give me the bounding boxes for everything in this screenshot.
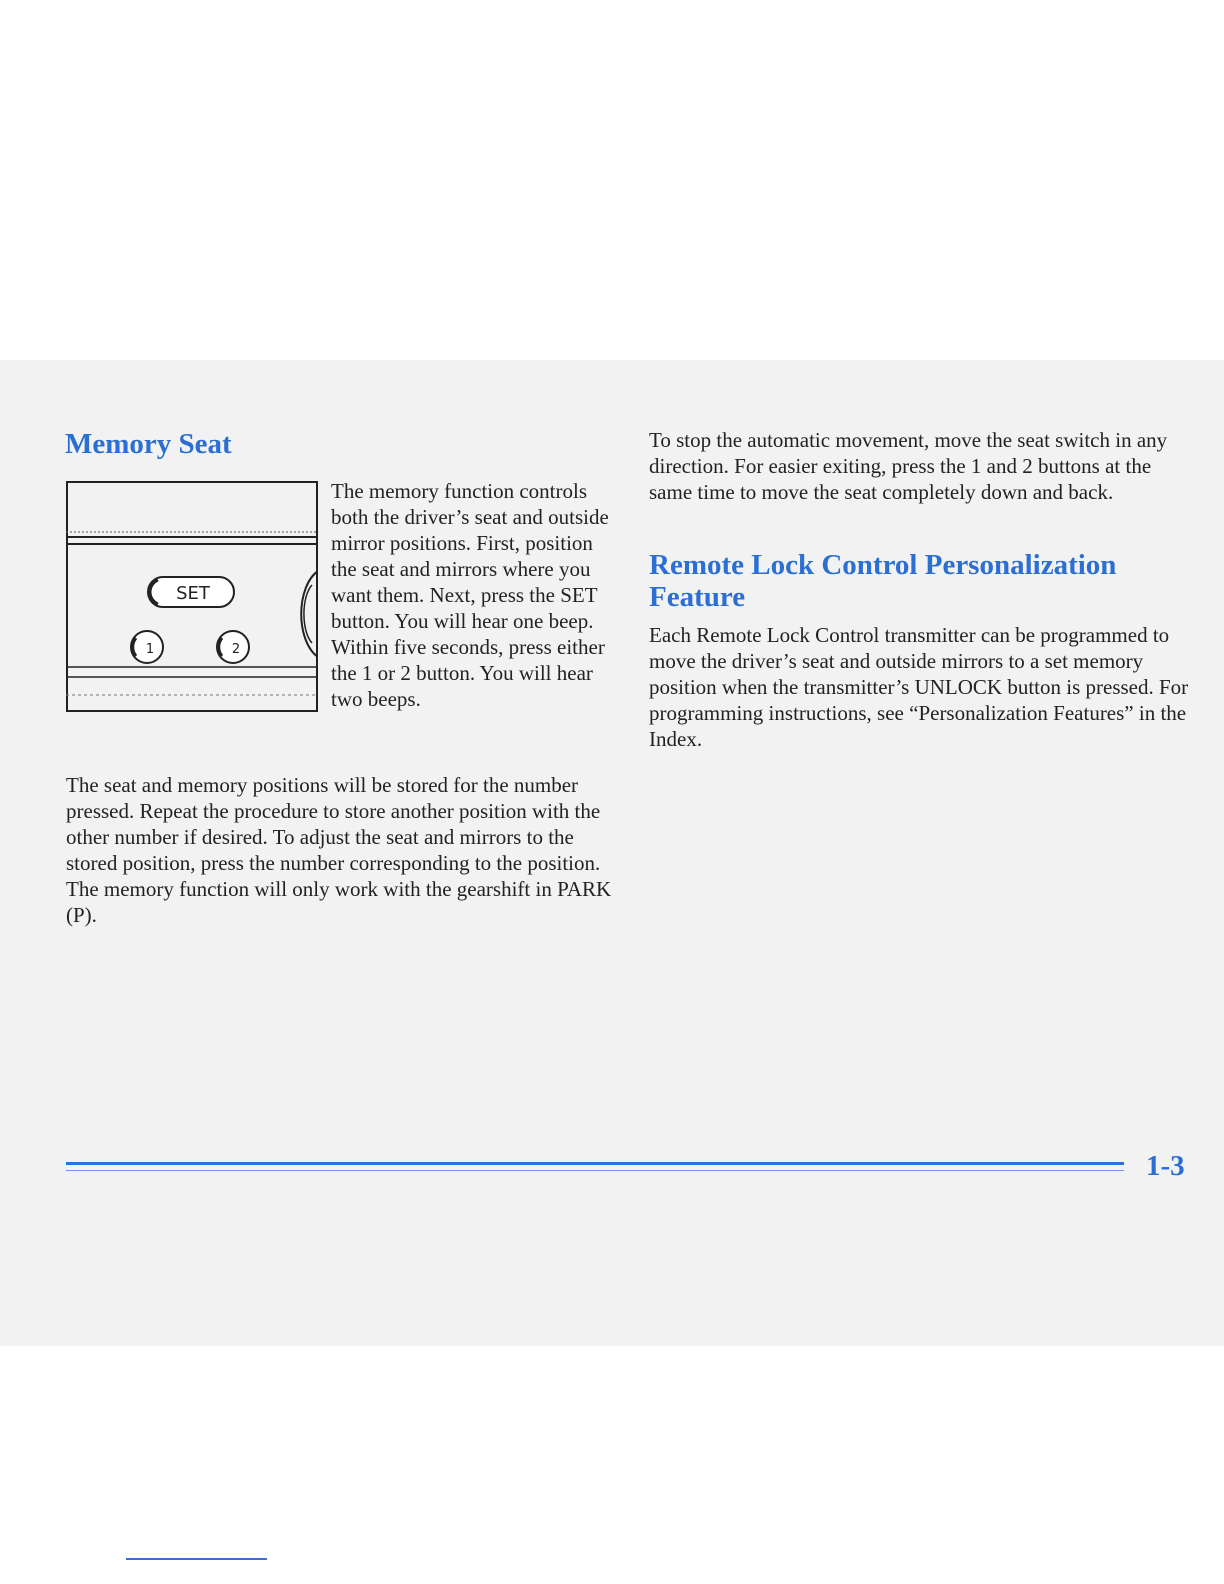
remote-lock-personalization-heading: Remote Lock Control Personalization Feature bbox=[649, 549, 1117, 613]
memory-seat-controls-illustration bbox=[66, 481, 318, 712]
memory-seat-heading: Memory Seat bbox=[65, 428, 232, 460]
remote-lock-paragraph: Each Remote Lock Control transmitter can be programmed to move the driver’s seat and outside mirrors to a set memory position when the transmitter’s UNLOCK button is pressed. For programming instructions, see “Personalization Features” in the Index. bbox=[649, 623, 1189, 751]
footer-rule bbox=[66, 1162, 1124, 1165]
memory-button-2 bbox=[217, 631, 249, 663]
stored-positions-paragraph: The seat and memory positions will be stored for the number pressed. Repeat the procedure to store another position with the other number if desired. To adjust the seat and mirrors to the stored position, press the number corresponding to the position. The memory function will only work with the gearshift in PARK (P). bbox=[66, 773, 612, 927]
set-button bbox=[148, 577, 234, 607]
memory-button-1-label: 1 bbox=[145, 642, 155, 657]
stop-movement-paragraph: To stop the automatic movement, move the seat switch in any direction. For easier exiting, press the 1 and 2 buttons at the same time to move the seat completely down and back. bbox=[649, 428, 1168, 504]
footer-rule-thin bbox=[66, 1170, 1124, 1171]
bottom-link-underline bbox=[126, 1558, 267, 1560]
memory-button-2-label: 2 bbox=[231, 642, 241, 657]
memory-button-1 bbox=[131, 631, 163, 663]
page-number: 1-3 bbox=[1146, 1150, 1185, 1182]
memory-function-paragraph: The memory function controls both the driver’s seat and outside mirror positions. First, position the seat and mirrors where you want them. Next, press the SET button. You will hear one beep. Within five seconds, press either the 1 or 2 button. You will hear two beeps. bbox=[331, 479, 609, 711]
set-button-label: SET bbox=[176, 583, 210, 604]
